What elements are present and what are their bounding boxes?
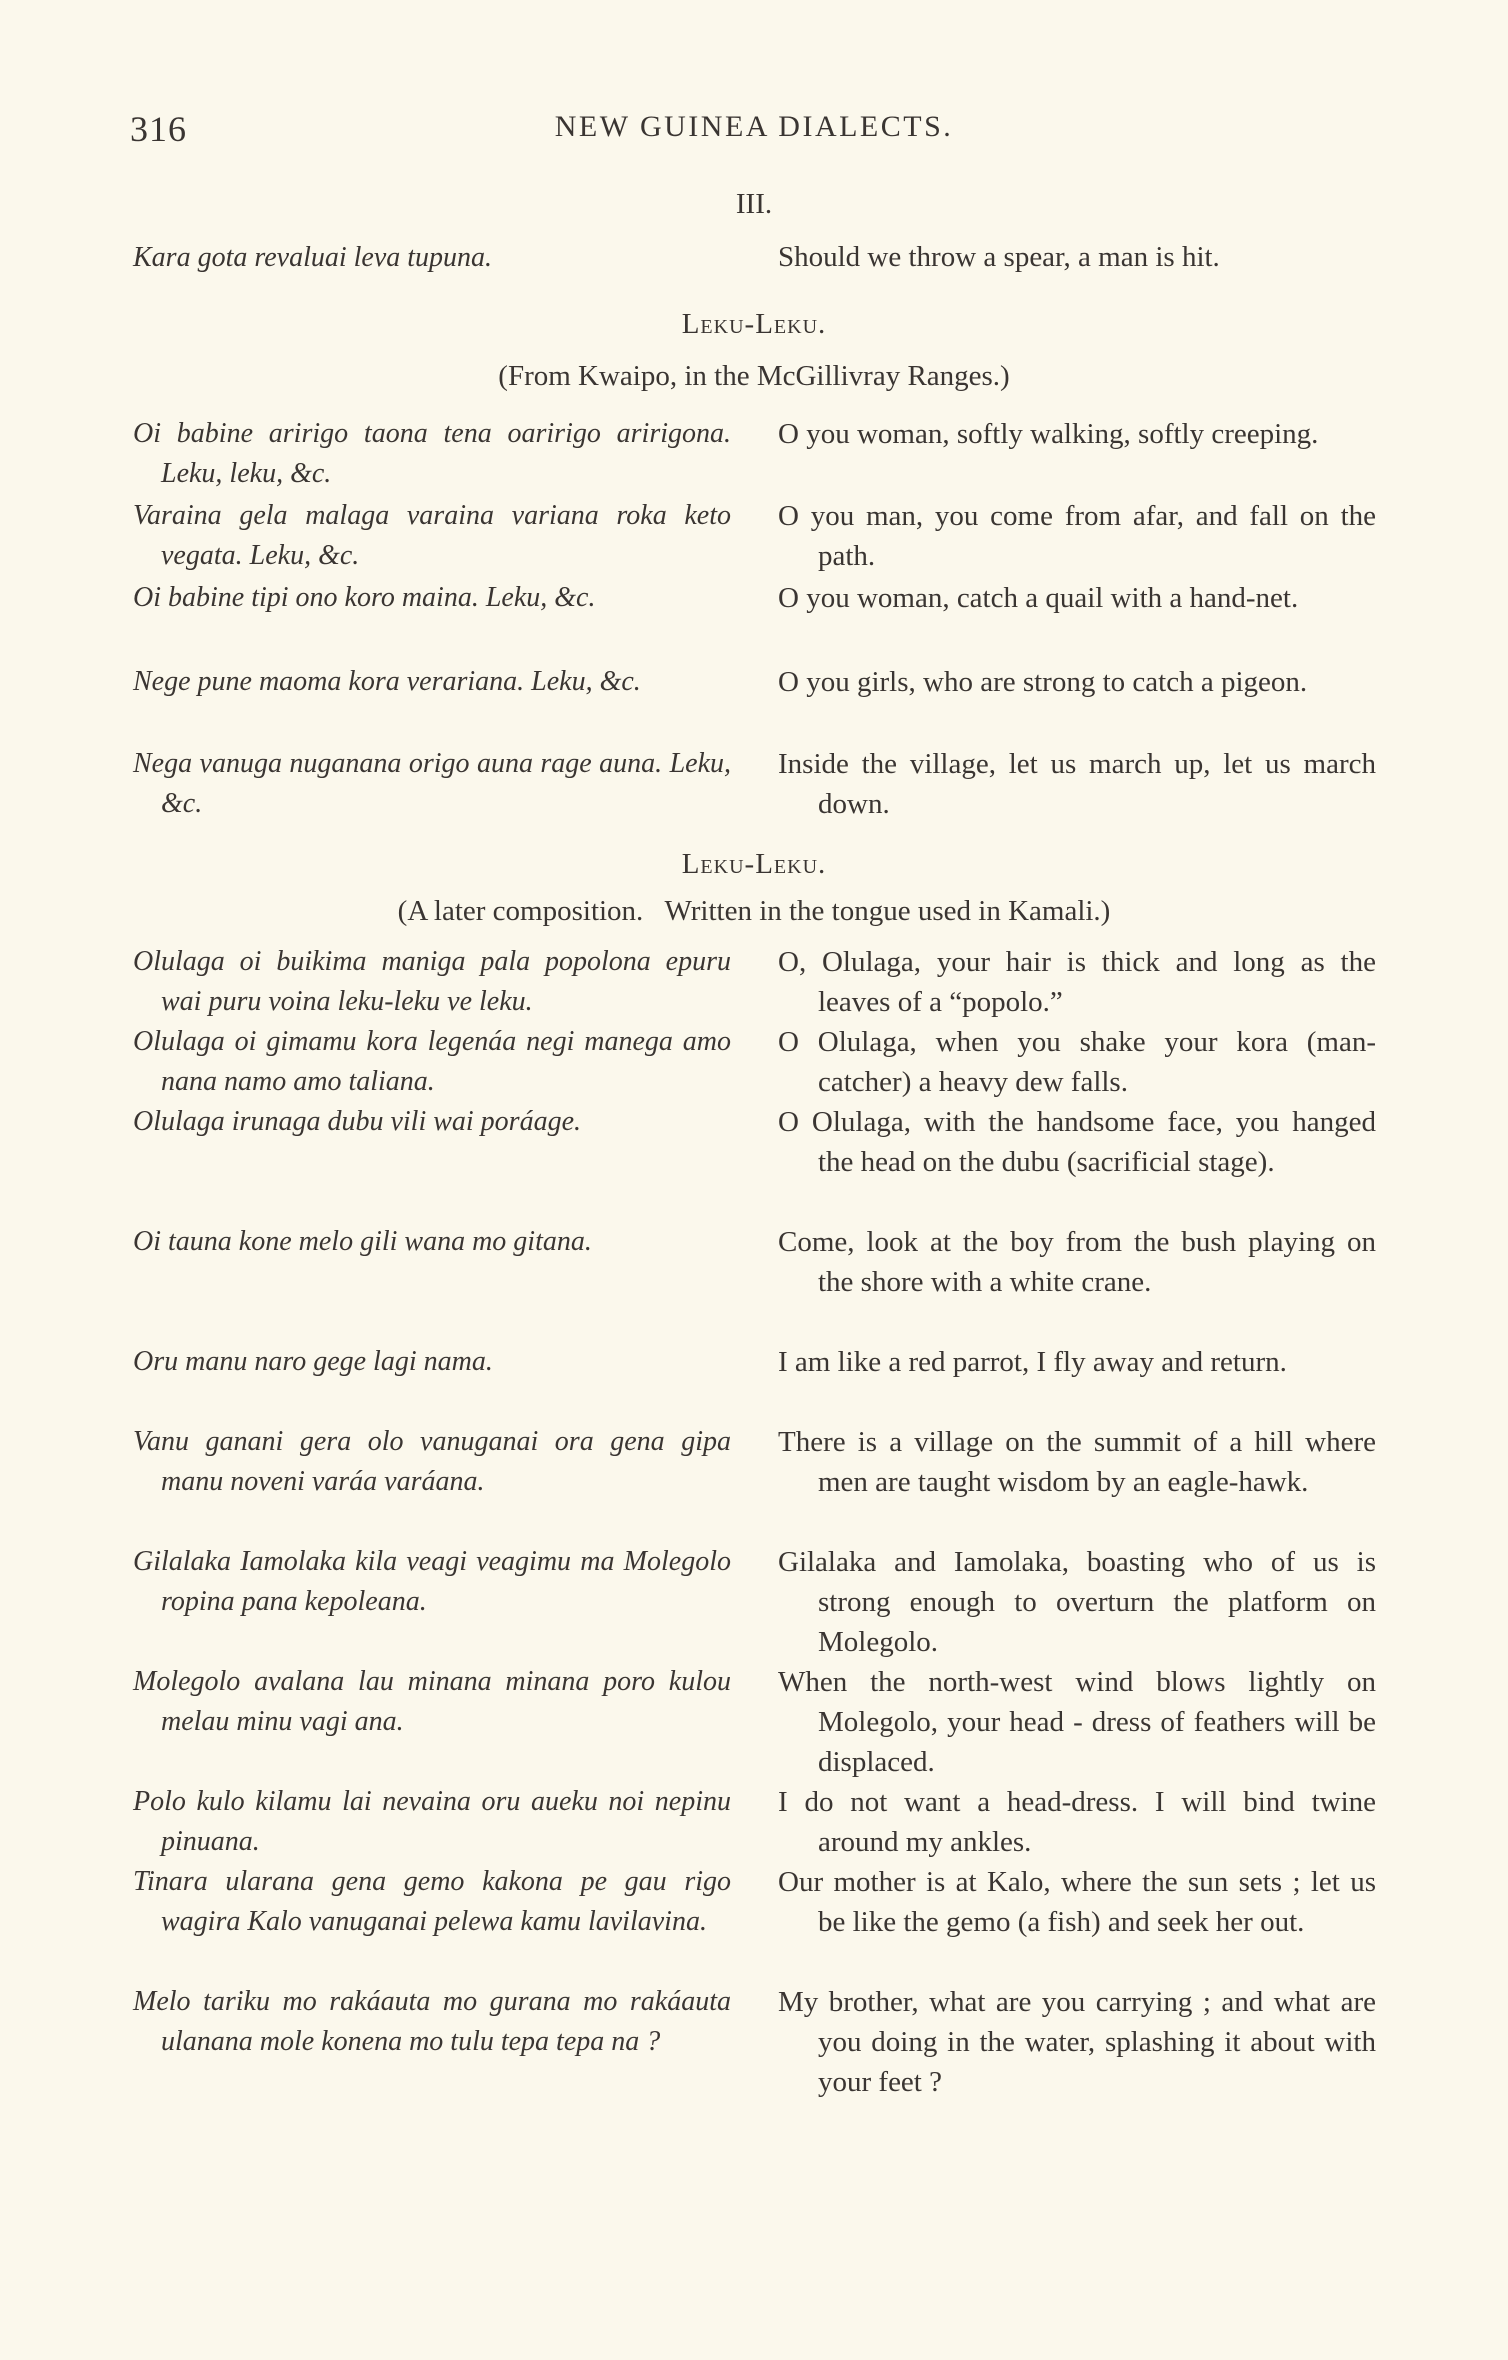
verse-translation: Come, look at the boy from the bush playing on the shore with a white crane. — [778, 1226, 1376, 1298]
verse-native: Gilalaka Iamolaka kila veagi veagimu ma Molegolo ropina pana kepoleana. — [133, 1546, 731, 1617]
verse-native: Nege pune maoma kora verariana. Leku, &c. — [133, 666, 641, 697]
verse-native: Olulaga oi gimamu kora legenáa negi manega amo nana namo amo taliana. — [133, 1026, 731, 1097]
verse-translation: I am like a red parrot, I fly away and return. — [778, 1346, 1287, 1378]
song1-title: Leku-Leku. — [681, 308, 827, 340]
verse-translation: Inside the village, let us march up, let us march down. — [778, 748, 1376, 820]
verse-native: Oi babine aririgo taona tena oaririgo aririgona. Leku, leku, &c. — [133, 418, 731, 489]
verse-native: Olulaga oi buikima maniga pala popolona epuru wai puru voina leku-leku ve leku. — [133, 946, 731, 1017]
verse-translation: Our mother is at Kalo, where the sun sets ; let us be like the gemo (a fish) and seek her out. — [778, 1866, 1376, 1938]
running-title: NEW GUINEA DIALECTS. — [554, 110, 954, 143]
verse-translation: O, Olulaga, your hair is thick and long as the leaves of a “popolo.” — [778, 946, 1376, 1018]
verse-translation: I do not want a head-dress. I will bind twine around my ankles. — [778, 1786, 1376, 1858]
verse-translation: When the north-west wind blows lightly on Molegolo, your head - dress of feathers will be displaced. — [778, 1666, 1376, 1778]
verse-native: Oru manu naro gege lagi nama. — [133, 1346, 493, 1377]
song2-subtitle: (A later composition. Written in the tongue used in Kamali.) — [397, 895, 1111, 927]
verse-native: Tinara ularana gena gemo kakona pe gau rigo wagira Kalo vanuganai pelewa kamu lavilavina. — [133, 1866, 731, 1937]
section-iii-native: Kara gota revaluai leva tupuna. — [133, 242, 493, 273]
verse-translation: Gilalaka and Iamolaka, boasting who of us is strong enough to overturn the platform on Molegolo. — [778, 1546, 1376, 1658]
verse-native: Oi babine tipi ono koro maina. Leku, &c. — [133, 582, 596, 613]
song1-subtitle: (From Kwaipo, in the McGillivray Ranges.) — [498, 360, 1010, 392]
verse-native: Vanu ganani gera olo vanuganai ora gena gipa manu noveni varáa varáana. — [133, 1426, 731, 1497]
section-iii-translation: Should we throw a spear, a man is hit. — [778, 241, 1220, 273]
verse-translation: There is a village on the summit of a hill where men are taught wisdom by an eagle-hawk. — [778, 1426, 1376, 1498]
verse-native: Varaina gela malaga varaina variana roka keto vegata. Leku, &c. — [133, 500, 731, 571]
verse-native: Polo kulo kilamu lai nevaina oru aueku noi nepinu pinuana. — [133, 1786, 731, 1857]
verse-native: Nega vanuga nuganana origo auna rage auna. Leku, &c. — [133, 748, 731, 819]
verse-native: Olulaga irunaga dubu vili wai poráage. — [133, 1106, 581, 1137]
verse-translation: O you woman, softly walking, softly creeping. — [778, 418, 1319, 450]
running-header — [0, 108, 1508, 158]
verse-translation: My brother, what are you carrying ; and what are you doing in the water, splashing it about with your feet ? — [778, 1986, 1376, 2098]
verse-translation: O you girls, who are strong to catch a pigeon. — [778, 666, 1308, 698]
verse-translation: O Olulaga, with the handsome face, you hanged the head on the dubu (sacrificial stage). — [778, 1106, 1376, 1178]
song2-title: Leku-Leku. — [681, 848, 827, 880]
verse-translation: O you man, you come from afar, and fall on the path. — [778, 500, 1376, 572]
verse-translation: O you woman, catch a quail with a hand-net. — [778, 582, 1299, 614]
verse-translation: O Olulaga, when you shake your kora (man-catcher) a heavy dew falls. — [778, 1026, 1376, 1098]
verse-native: Molegolo avalana lau minana minana poro kulou melau minu vagi ana. — [133, 1666, 731, 1737]
verse-native: Oi tauna kone melo gili wana mo gitana. — [133, 1226, 592, 1257]
verse-native: Melo tariku mo rakáauta mo gurana mo rakáauta ulanana mole konena mo tulu tepa tepa na ? — [133, 1986, 731, 2057]
section-heading-iii: III. — [735, 188, 773, 220]
page-number: 316 — [130, 109, 187, 149]
